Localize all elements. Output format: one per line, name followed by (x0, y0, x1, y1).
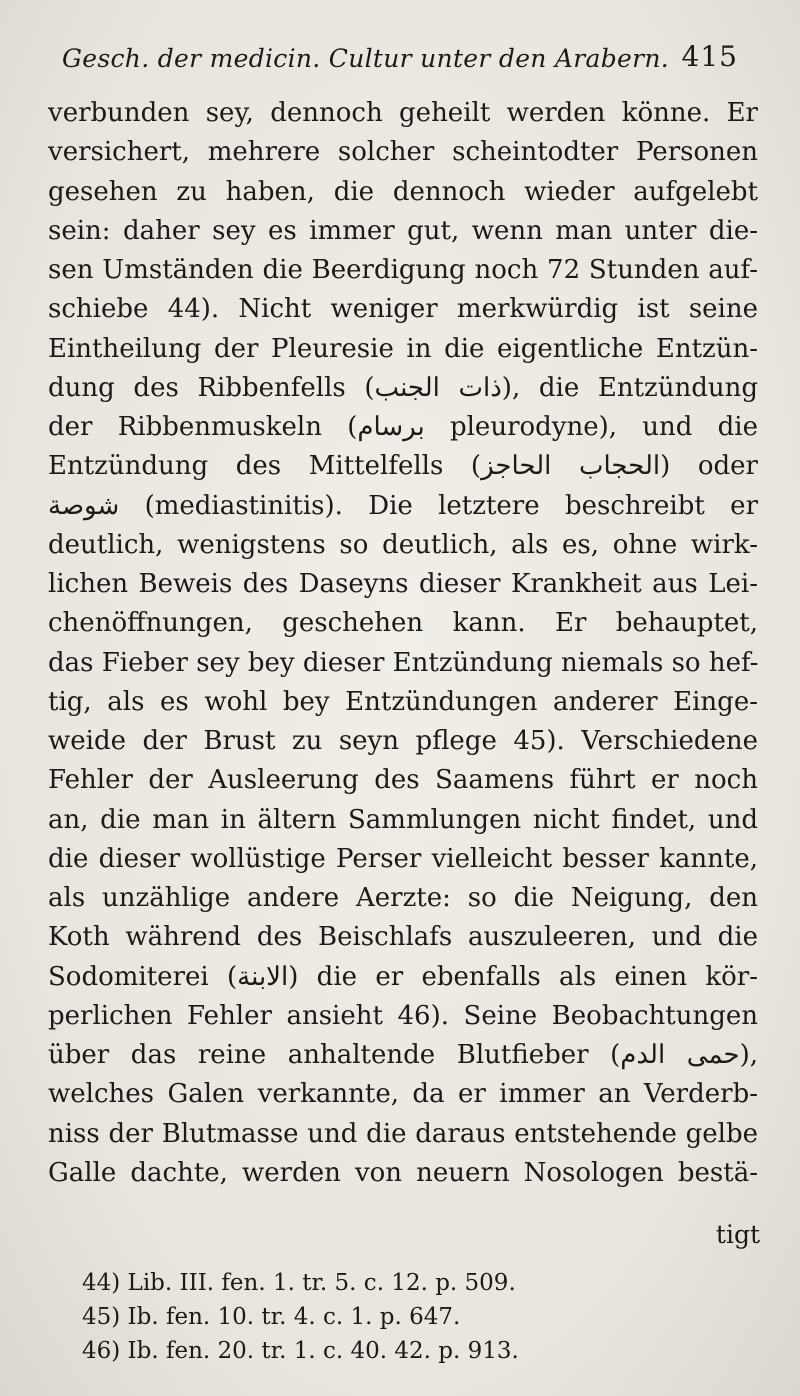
text-line: sein: daher sey es immer gut, wenn man unter die- (48, 215, 758, 246)
text-line: Entzündung des Mittelfells (الحجاب الحاجز) oder (48, 451, 758, 482)
page-number: 415 (681, 40, 738, 73)
text-line: das Fieber sey bey dieser Entzündung niemals so hef- (48, 647, 759, 678)
footnotes (82, 1266, 722, 1368)
text-line: dung des Ribbenfells (ذات الجنب), die Entzündung (48, 372, 758, 403)
text-line: Koth während des Beischlafs auszuleeren, und die (48, 922, 758, 953)
text-line: verbunden sey, dennoch geheilt werden könne. Er (48, 98, 758, 128)
running-title: Gesch. der medicin. Cultur unter den Arabern. (62, 44, 670, 73)
text-line: gesehen zu haben, die dennoch wieder aufgelebt (48, 176, 758, 207)
text-line: lichen Beweis des Daseyns dieser Krankheit aus Lei- (48, 569, 758, 599)
text-line: deutlich, wenigstens so deutlich, als es, ohne wirk- (48, 529, 758, 560)
text-line: versichert, mehrere solcher scheintodter Personen (48, 137, 758, 168)
text-line: welches Galen verkannte, da er immer an Verderb- (48, 1079, 758, 1110)
text-line: Sodomiterei (الابنة) die er ebenfalls als einen kör- (48, 961, 759, 992)
footnote: 44) Lib. III. fen. 1. tr. 5. c. 12. p. 509. (82, 1270, 516, 1296)
text-line: die dieser wollüstige Perser vielleicht besser kannte, (48, 843, 758, 874)
footnote: 45) Ib. fen. 10. tr. 4. c. 1. p. 647. (82, 1304, 461, 1330)
text-line: شوصة (mediastinitis). Die letztere beschreibt er (48, 490, 758, 521)
text-line: Fehler der Ausleerung des Saamens führt er noch (48, 765, 758, 796)
page-header (62, 40, 738, 80)
text-line: weide der Brust zu seyn pflege 45). Verschiedene (48, 726, 758, 756)
text-line: an, die man in ältern Sammlungen nicht findet, und (48, 804, 758, 835)
text-line: niss der Blutmasse und die daraus entstehende gelbe (48, 1118, 758, 1149)
text-line: perlichen Fehler ansieht 46). Seine Beobachtungen (48, 1000, 758, 1031)
text-line: Eintheilung der Pleuresie in die eigentliche Entzün- (48, 333, 758, 364)
body-text (48, 94, 758, 1193)
text-line: sen Umständen die Beerdigung noch 72 Stunden auf- (48, 255, 758, 285)
text-line: über das reine anhaltende Blutfieber (حمى الدم), (48, 1040, 758, 1070)
catchword: tigt (715, 1220, 760, 1249)
text-line: chenöffnungen, geschehen kann. Er behauptet, (48, 608, 758, 639)
footnote: 46) Ib. fen. 20. tr. 1. c. 40. 42. p. 913. (82, 1338, 519, 1364)
text-line: schiebe 44). Nicht weniger merkwürdig ist seine (48, 294, 758, 325)
text-line: tig, als es wohl bey Entzündungen anderer Einge- (48, 686, 758, 717)
text-line: der Ribbenmuskeln (برسام pleurodyne), und die (48, 412, 758, 442)
text-line: als unzählige andere Aerzte: so die Neigung, den (48, 883, 758, 913)
text-line: Galle dachte, werden von neuern Nosologen bestä- (48, 1157, 758, 1188)
